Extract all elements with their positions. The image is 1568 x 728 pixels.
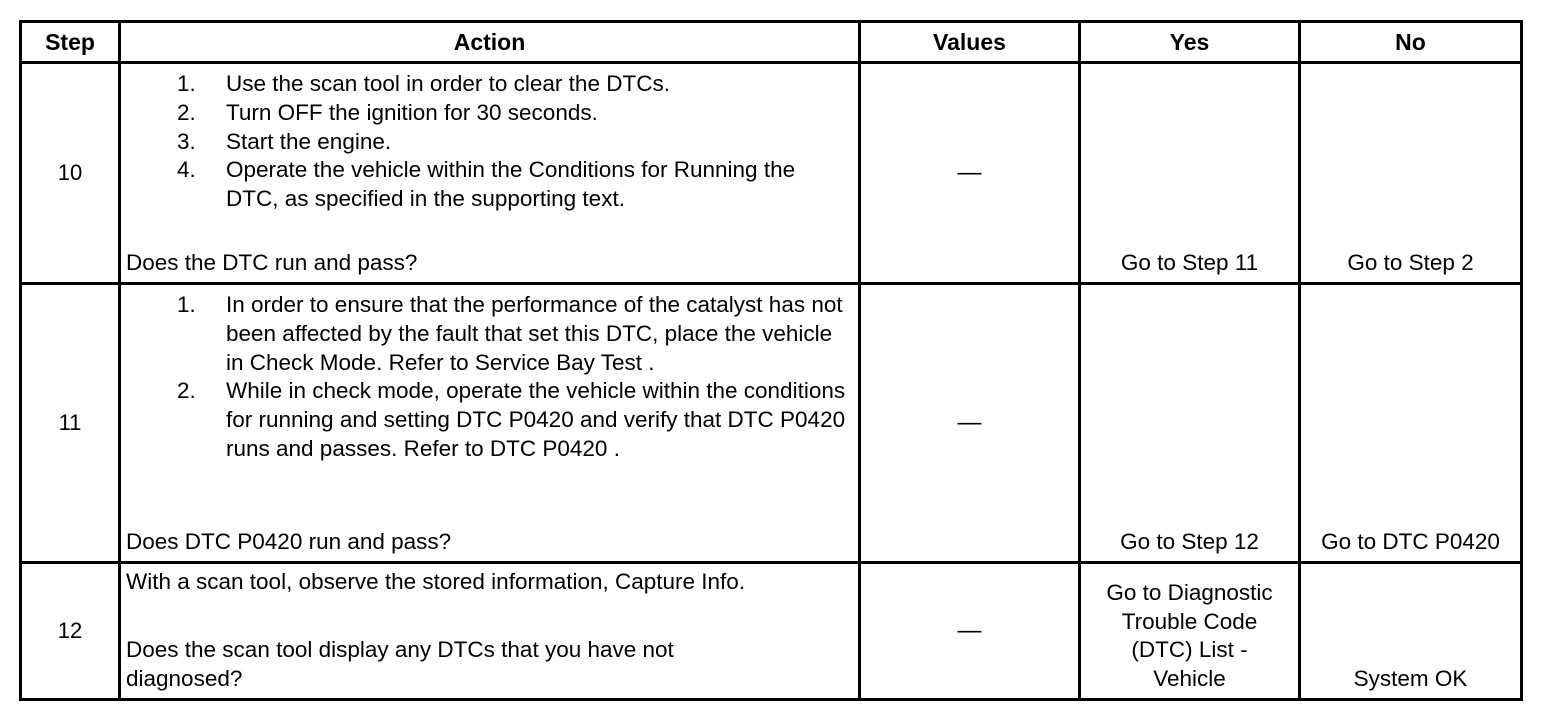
action-question: Does the DTC run and pass? [126, 250, 418, 276]
no-result: Go to DTC P0420 [1321, 529, 1500, 555]
step-index: 4. [177, 157, 196, 183]
step-text: Operate the vehicle within the Conditions for Running the DTC, as specified in the supporting text. [226, 157, 796, 212]
action-steps-list [177, 291, 854, 464]
header-values: Values [860, 22, 1080, 63]
action-question: Does DTC P0420 run and pass? [126, 529, 452, 555]
values-dash: — [957, 617, 982, 644]
table-row-step-11 [21, 284, 1522, 563]
step-index: 1. [177, 292, 196, 317]
yes-cell [1080, 284, 1300, 563]
action-step [177, 70, 850, 99]
action-cell [120, 284, 860, 563]
step-text: Use the scan tool in order to clear the DTCs. [226, 71, 670, 96]
step-cell [21, 284, 120, 563]
step-text: Turn OFF the ignition for 30 seconds. [226, 99, 598, 125]
no-cell [1300, 563, 1522, 700]
values-cell [860, 563, 1080, 700]
step-text: While in check mode, operate the vehicle within the conditions for running and setting DTC P0420 and verify that DTC P0420 runs and passes. Refer to DTC P0420 . [226, 378, 846, 461]
yes-result: Go to Diagnostic Trouble Code (DTC) List - Vehicle [1106, 579, 1273, 692]
action-intro: With a scan tool, observe the stored information, Capture Info. [126, 569, 746, 594]
action-step [177, 128, 850, 157]
step-index: 2. [177, 99, 196, 125]
step-cell [21, 563, 120, 700]
yes-result: Go to Step 12 [1120, 529, 1259, 555]
step-number: 12 [57, 618, 83, 643]
values-cell [860, 63, 1080, 284]
step-cell [21, 63, 120, 284]
header-action: Action [120, 22, 860, 63]
values-dash: — [957, 159, 982, 186]
table-row-step-10 [21, 63, 1522, 284]
action-step [177, 99, 850, 128]
step-text: Start the engine. [226, 128, 392, 154]
no-result: Go to Step 2 [1347, 250, 1474, 276]
action-cell [120, 63, 860, 284]
yes-cell [1080, 563, 1300, 700]
action-step [177, 377, 854, 463]
step-index: 1. [177, 71, 196, 96]
header-row [21, 22, 1522, 63]
no-cell [1300, 63, 1522, 284]
no-cell [1300, 284, 1522, 563]
yes-result: Go to Step 11 [1120, 250, 1259, 276]
action-cell [120, 563, 860, 700]
header-yes: Yes [1080, 22, 1300, 63]
step-index: 2. [177, 378, 196, 404]
action-question: Does the scan tool display any DTCs that you have not diagnosed? [126, 637, 674, 692]
diagnostic-table [19, 20, 1523, 701]
no-result: System OK [1353, 666, 1468, 692]
step-text: In order to ensure that the performance of the catalyst has not been affected by the fault that set this DTC, place the vehicle in Check Mode. Refer to Service Bay Test . [226, 292, 843, 375]
action-steps-list [177, 70, 850, 214]
values-dash: — [957, 409, 982, 436]
action-step [177, 291, 854, 377]
table-row-step-12 [21, 563, 1522, 700]
values-cell [860, 284, 1080, 563]
action-step [177, 156, 850, 214]
header-step: Step [21, 22, 120, 63]
header-no: No [1300, 22, 1522, 63]
step-number: 10 [57, 160, 83, 185]
step-index: 3. [177, 128, 196, 154]
step-number: 11 [58, 410, 82, 435]
yes-cell [1080, 63, 1300, 284]
